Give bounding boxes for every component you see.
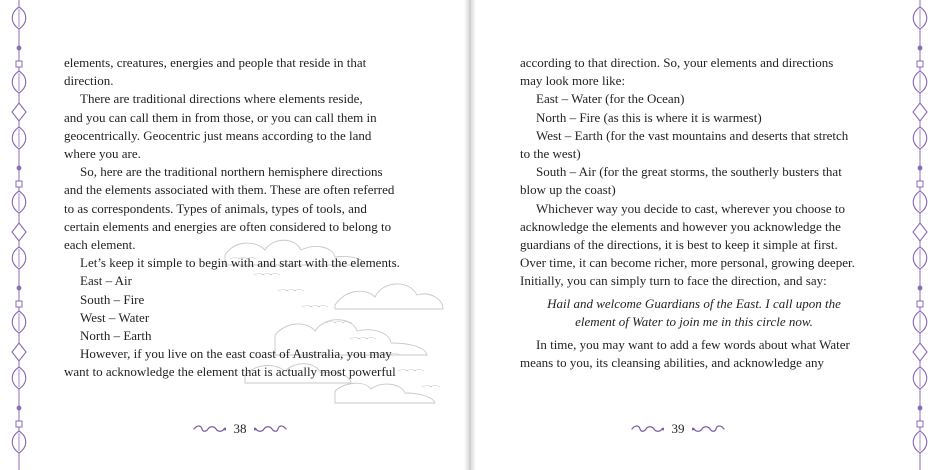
page-number-footer-left [8, 420, 472, 437]
left-page [0, 0, 464, 470]
text-line: West – Earth (for the vast mountains and deserts that stretch [536, 127, 849, 143]
text-line: want to acknowledge the element that is actually most powerful [64, 364, 396, 380]
text-line: South – Fire [80, 291, 145, 307]
swirl-ornament-icon [692, 424, 726, 434]
text-line: according to that direction. So, your elements and directions [520, 55, 834, 70]
invocation-quote [520, 291, 868, 336]
text-line: elements, creatures, energies and people that reside in that [64, 55, 367, 70]
text-line: There are traditional directions where elements reside, [80, 91, 363, 107]
text-line: to the west) [520, 146, 581, 162]
text-line: East – Water (for the Ocean) [536, 91, 685, 107]
right-page-text [520, 54, 868, 372]
text-line: West – Water [80, 309, 150, 325]
left-page-text [64, 54, 416, 382]
floral-vine-icon [909, 0, 931, 470]
text-line: However, if you live on the east coast of Australia, you may [80, 346, 392, 362]
text-line: geocentrically. Geocentric just means according to the land [64, 127, 372, 143]
text-line: direction. [64, 73, 114, 89]
text-line: Let’s keep it simple to begin with and start with the elements. [80, 255, 400, 271]
text-line: East – Air [80, 273, 132, 289]
text-line: North – Fire (as this is where it is warmest) [536, 109, 762, 125]
swirl-ornament-icon [630, 424, 664, 434]
text-line: South – Air (for the great storms, the southerly busters that [536, 164, 842, 180]
book-gutter [464, 0, 476, 470]
text-line: and you can call them in from those, or you can call them in [64, 109, 377, 125]
text-line: Initially, you can simply turn to face the direction, and say: [520, 273, 827, 289]
swirl-ornament-icon [192, 424, 226, 434]
text-line: may look more like: [520, 73, 626, 89]
quote-line: Hail and welcome Guardians of the East. I call upon the [547, 295, 841, 311]
text-line: So, here are the traditional northern hemisphere directions [80, 164, 383, 180]
text-line: certain elements and energies are often considered to belong to [64, 218, 392, 234]
text-line: acknowledge the elements and however you acknowledge the [520, 218, 841, 234]
right-page [476, 0, 940, 470]
text-line: to as correspondents. Types of animals, types of tools, and [64, 200, 367, 216]
text-line: guardians of the directions, it is best to keep it simple at first. [520, 237, 838, 253]
text-line: means to you, its cleansing abilities, and acknowledge any [520, 355, 824, 371]
text-line: where you are. [64, 146, 141, 162]
swirl-ornament-icon [254, 424, 288, 434]
text-line: each element. [64, 237, 136, 253]
text-line: blow up the coast) [520, 182, 616, 198]
text-line: North – Earth [80, 328, 152, 344]
page-number: 38 [233, 421, 247, 437]
quote-line: element of Water to join me in this circle now. [575, 313, 813, 329]
text-line: Whichever way you decide to cast, wherever you choose to [536, 200, 845, 216]
page-number-footer-right [446, 420, 910, 437]
page-number: 39 [671, 421, 685, 437]
text-line: and the elements associated with them. These are often referred [64, 182, 395, 198]
text-line: Over time, it can become richer, more personal, growing deeper. [520, 255, 855, 271]
text-line: In time, you may want to add a few words about what Water [536, 337, 850, 353]
